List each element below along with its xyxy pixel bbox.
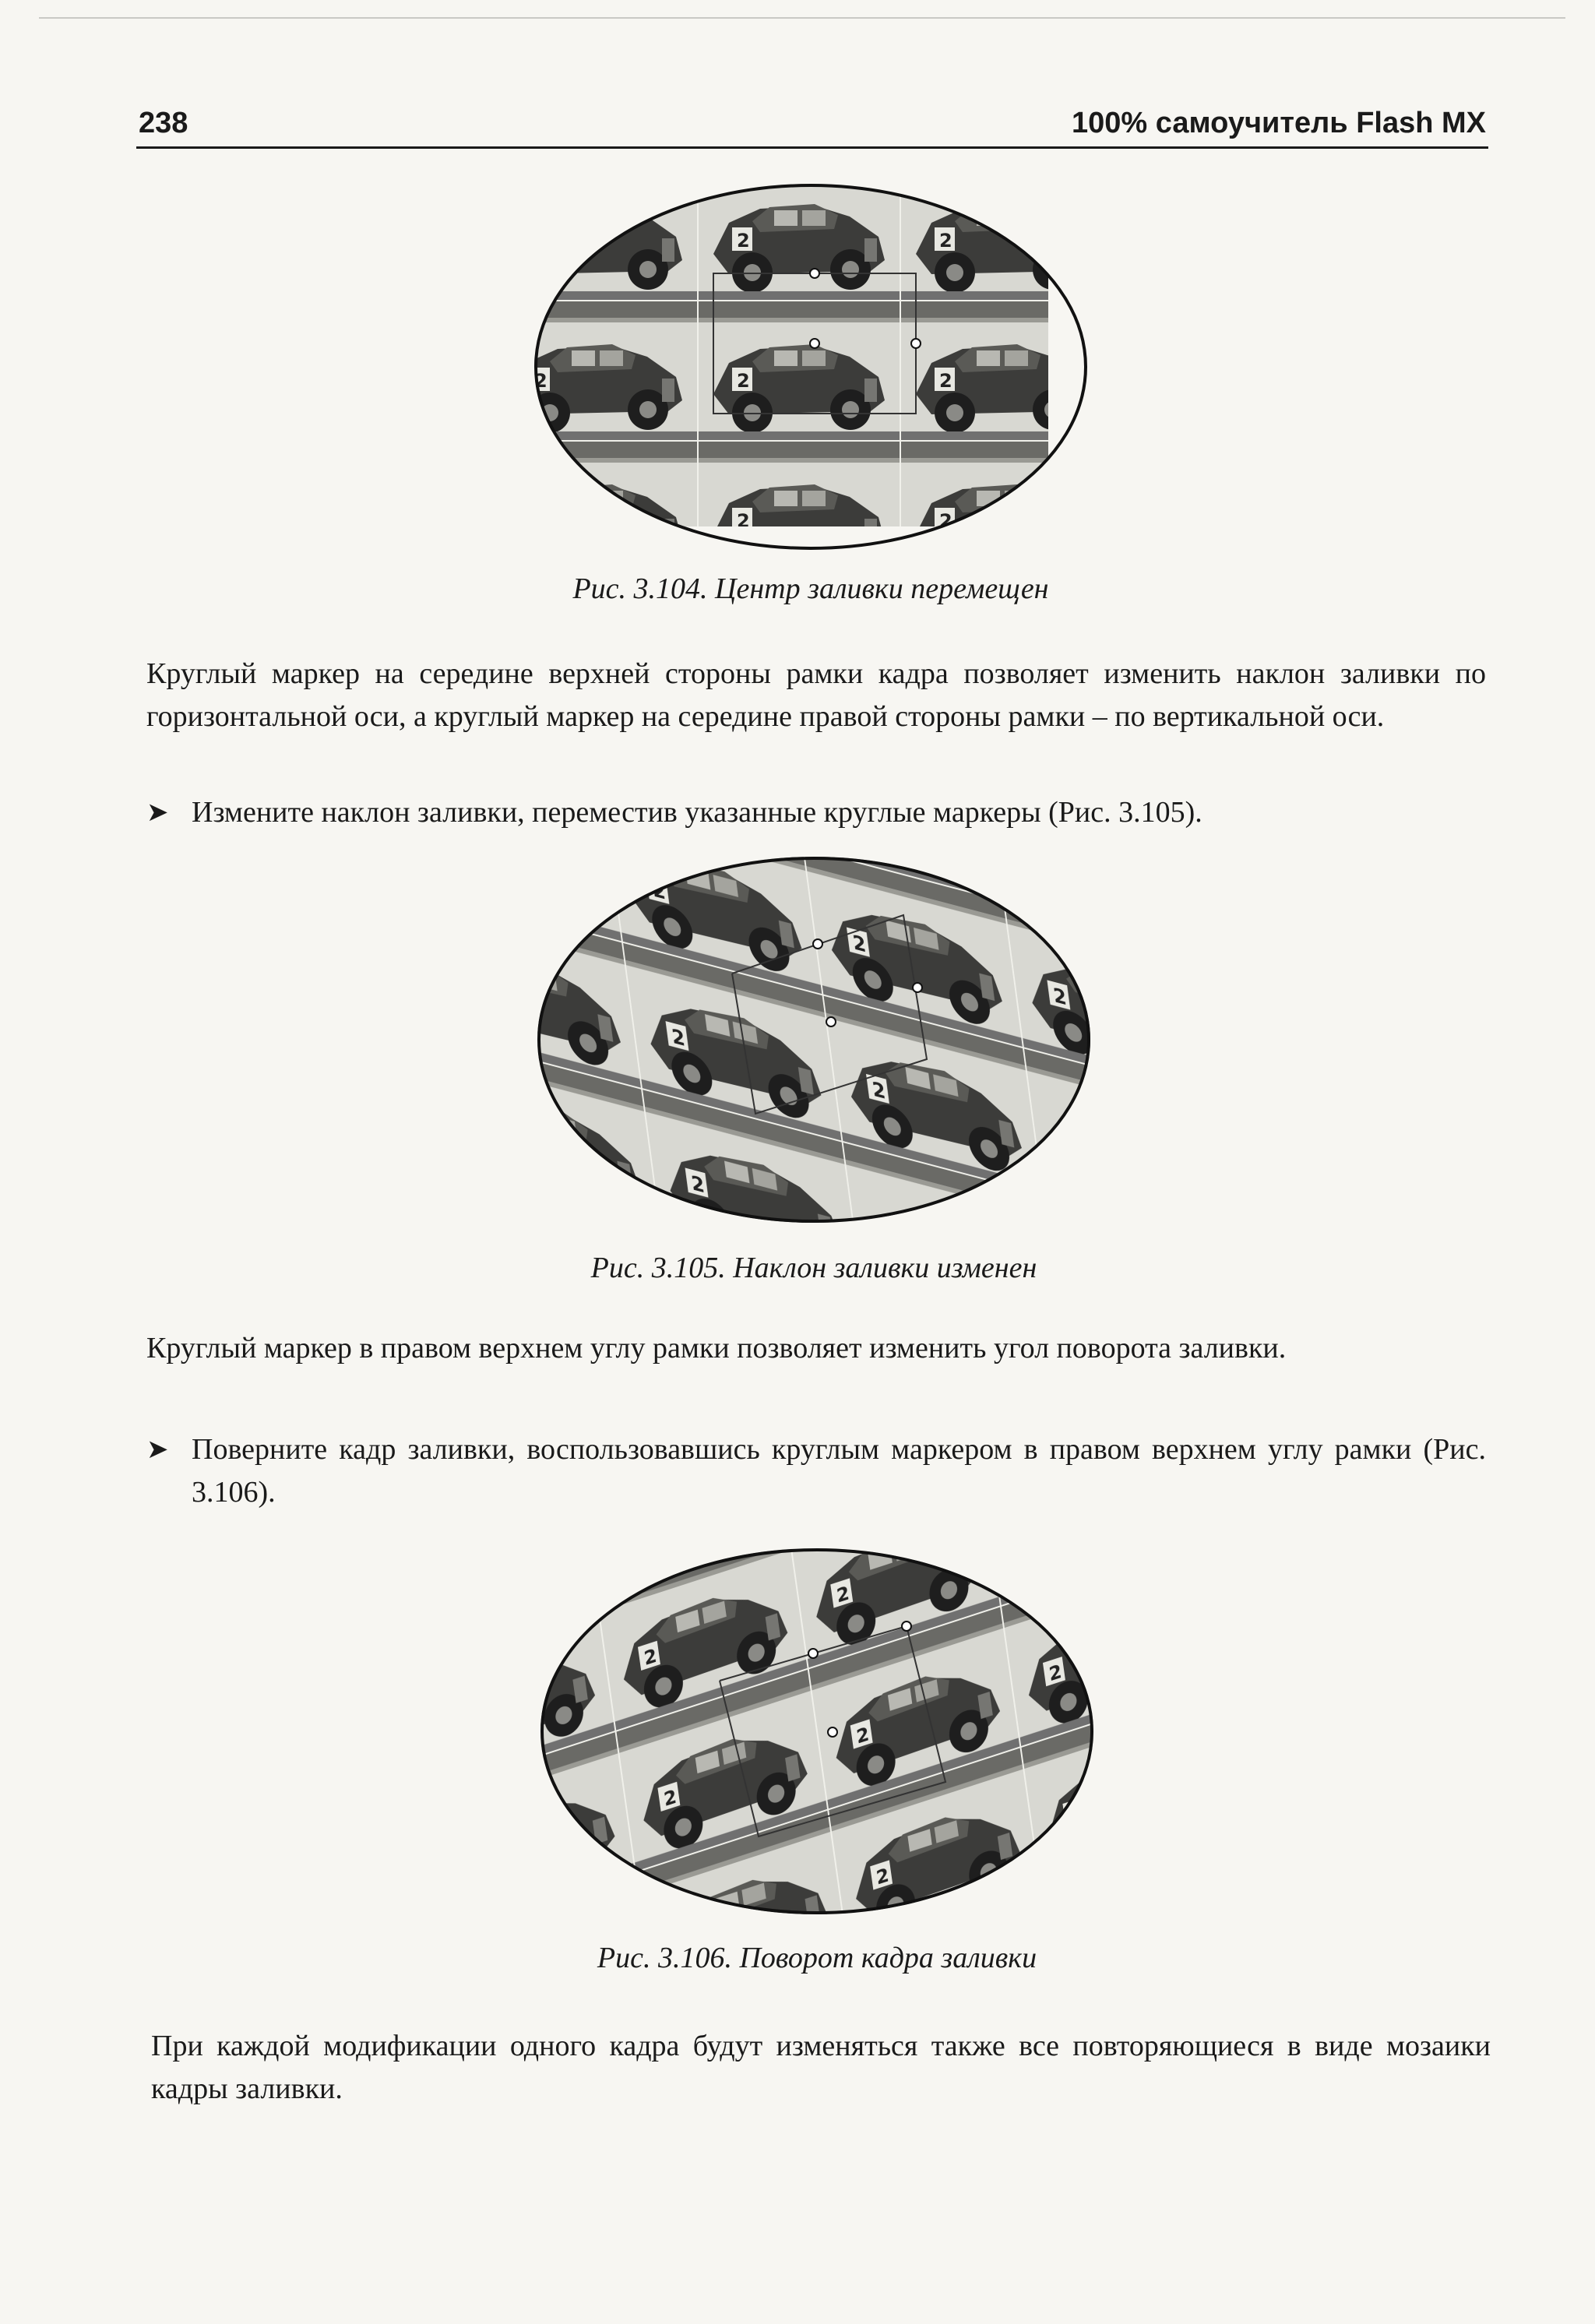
paragraph-skew-handles: Круглый маркер на середине верхней стороны рамки кадра позволяет изменить наклон заливки по горизонтальной оси, а круглый маркер на середине правой стороны рамки – по вертикальной оси.: [146, 657, 1486, 733]
header-rule: [136, 146, 1488, 149]
step-change-skew: [146, 791, 1486, 838]
center-handle-icon: [826, 1017, 836, 1026]
skew-handle-icon: [813, 939, 822, 949]
page-top-edge: [39, 17, 1565, 19]
step-rotate-frame: [146, 1428, 1486, 1522]
skew-handle-icon: [810, 269, 819, 278]
center-handle-icon: [828, 1727, 837, 1737]
figure-3-106-caption: Рис. 3.106. Поворот кадра заливки: [597, 1942, 1037, 1974]
paragraph-rotate-handle: Круглый маркер в правом верхнем углу рамки позволяет изменить угол поворота заливки.: [146, 1332, 1287, 1364]
step-text: Поверните кадр заливки, воспользовавшись круглым маркером в правом верхнем углу рамки (Рис. 3.106).: [192, 1433, 1486, 1509]
figure-3-104-caption: Рис. 3.104. Центр заливки перемещен: [572, 572, 1049, 605]
skew-handle-icon: [911, 339, 921, 348]
skew-handle-icon: [808, 1649, 818, 1658]
arrowhead-bullet-icon: ➤: [146, 797, 169, 828]
rotate-handle-icon: [902, 1622, 911, 1631]
arrowhead-bullet-icon: ➤: [146, 1434, 169, 1465]
step-text: Измените наклон заливки, переместив указанные круглые маркеры (Рис. 3.105).: [192, 796, 1202, 829]
book-title: 100% самоучитель Flash MX: [1072, 107, 1486, 139]
figure-3-105-image: [537, 857, 1090, 1223]
figure-3-106-image: [540, 1548, 1093, 1914]
figure-3-105-caption: Рис. 3.105. Наклон заливки изменен: [590, 1252, 1037, 1284]
running-header: [139, 104, 1486, 151]
figure-3-104-image: [534, 184, 1087, 550]
center-handle-icon: [810, 339, 819, 348]
paragraph-mosaic: При каждой модификации одного кадра будут изменяться также все повторяющиеся в виде мозаики кадры заливки.: [151, 2030, 1491, 2105]
skew-handle-icon: [913, 983, 922, 992]
page-number: 238: [139, 107, 188, 139]
